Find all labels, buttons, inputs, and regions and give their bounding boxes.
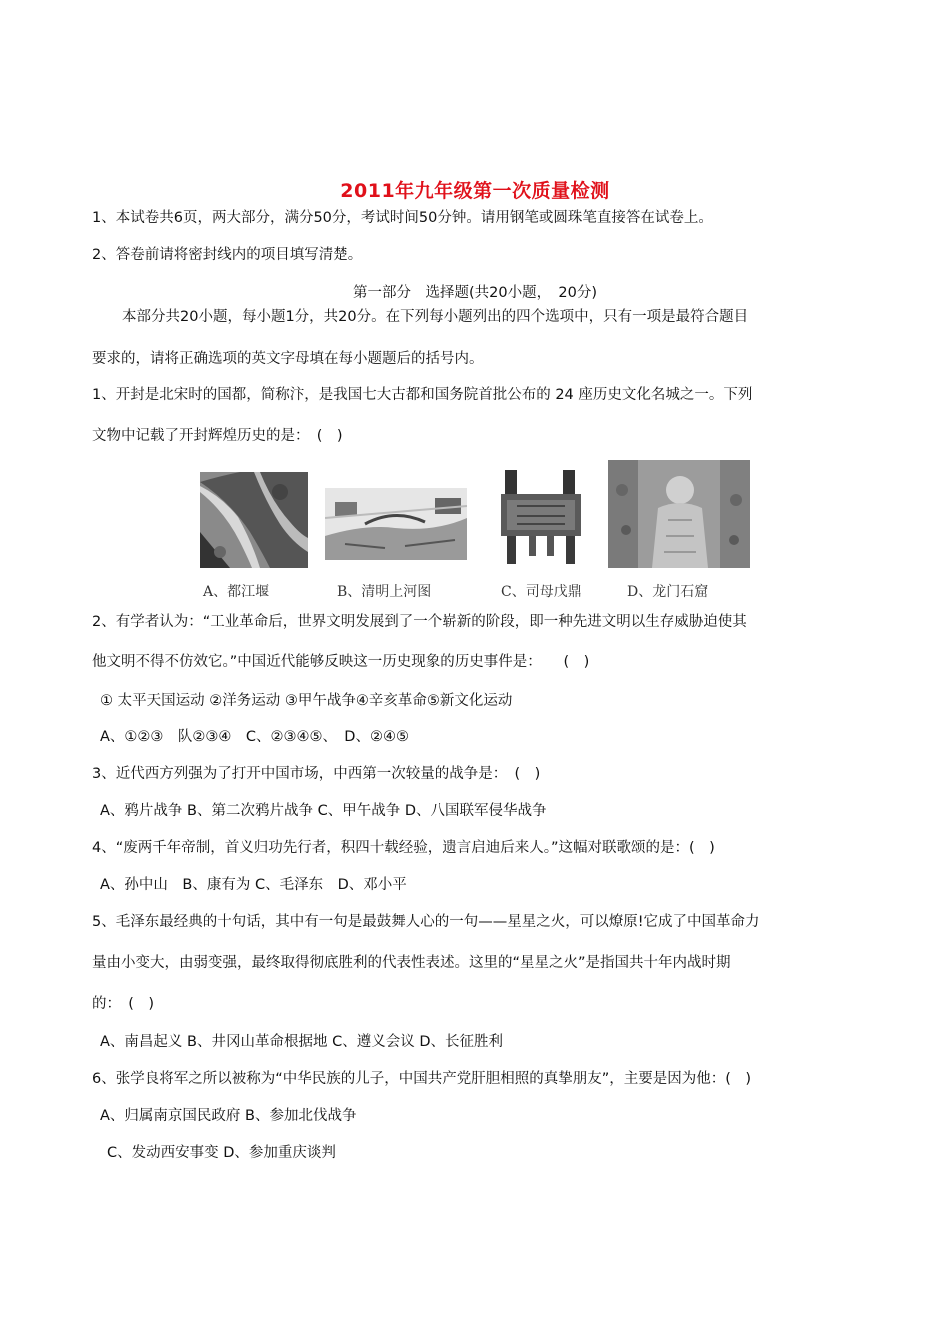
question-6-options-1: A、归属南京国民政府 B、参加北伐战争 bbox=[100, 1108, 357, 1124]
question-3: 3、近代西方列强为了打开中国市场，中西第一次较量的战争是： ( ) bbox=[92, 766, 541, 782]
question-2-line-2: 他文明不得不仿效它。”中国近代能够反映这一历史现象的历史事件是： ( ) bbox=[92, 654, 590, 670]
section-intro-line-1: 本部分共20小题，每小题1分，共20分。在下列每小题列出的四个选项中，只有一项是最符合题目 bbox=[122, 309, 749, 325]
simuwu-ding-photo bbox=[497, 466, 585, 566]
question-2-items: ① 太平天国运动 ②洋务运动 ③甲午战争④辛亥革命⑤新文化运动 bbox=[100, 693, 513, 709]
longmen-grottoes-photo bbox=[608, 460, 750, 568]
question-5-line-3: 的： ( ) bbox=[92, 996, 155, 1012]
caption-d: D、龙门石窟 bbox=[627, 584, 709, 600]
note-1: 1、本试卷共6页，两大部分，满分50分，考试时间50分钟。请用钢笔或圆珠笔直接答在试卷上。 bbox=[92, 210, 713, 226]
dujiangyan-photo bbox=[200, 472, 308, 568]
question-1-captions bbox=[195, 581, 755, 601]
question-5-line-2: 量由小变大，由弱变强，最终取得彻底胜利的代表性表述。这里的“星星之火”是指国共十年内战时期 bbox=[92, 955, 731, 971]
question-3-options: A、鸦片战争 B、第二次鸦片战争 C、甲午战争 D、八国联军侵华战争 bbox=[100, 803, 547, 819]
note-2: 2、答卷前请将密封线内的项目填写清楚。 bbox=[92, 247, 363, 263]
question-6: 6、张学良将军之所以被称为“中华民族的儿子，中国共产党肝胆相照的真挚朋友”，主要是因为他：( ) bbox=[92, 1071, 752, 1087]
caption-b: B、清明上河图 bbox=[337, 584, 432, 600]
question-5-line-1: 5、毛泽东最经典的十句话，其中有一句是最鼓舞人心的一句——星星之火，可以燎原!它成了中国革命力 bbox=[92, 914, 760, 930]
question-1-line-1: 1、开封是北宋时的国都，简称汴，是我国七大古都和国务院首批公布的 24 座历史文化名城之一。下列 bbox=[92, 387, 753, 403]
section-intro-line-2: 要求的，请将正确选项的英文字母填在每小题题后的括号内。 bbox=[92, 351, 484, 367]
question-6-options-2: C、发动西安事变 D、参加重庆谈判 bbox=[107, 1145, 336, 1161]
question-1-images bbox=[195, 458, 755, 570]
section-heading: 第一部分 选择题(共20小题， 20分) bbox=[353, 285, 597, 301]
question-1-line-2: 文物中记载了开封辉煌历史的是： ( ) bbox=[92, 428, 343, 444]
question-4-options: A、孙中山 B、康有为 C、毛泽东 D、邓小平 bbox=[100, 877, 407, 893]
question-4: 4、“废两千年帝制，首义归功先行者，积四十载经验，遗言启迪后来人。”这幅对联歌颂的是：( ) bbox=[92, 840, 715, 856]
caption-c: C、司母戊鼎 bbox=[501, 584, 582, 600]
qingming-painting-image bbox=[325, 488, 467, 560]
question-5-options: A、南昌起义 B、井冈山革命根据地 C、遵义会议 D、长征胜利 bbox=[100, 1034, 503, 1050]
question-2-line-1: 2、有学者认为：“工业革命后，世界文明发展到了一个崭新的阶段，即一种先进文明以生存威胁迫使其 bbox=[92, 614, 747, 630]
caption-a: A、都江堰 bbox=[203, 584, 270, 600]
exam-title: 2011年九年级第一次质量检测 bbox=[340, 180, 610, 202]
question-2-options: A、①②③ 队②③④ C、②③④⑤、 D、②④⑤ bbox=[100, 729, 409, 745]
